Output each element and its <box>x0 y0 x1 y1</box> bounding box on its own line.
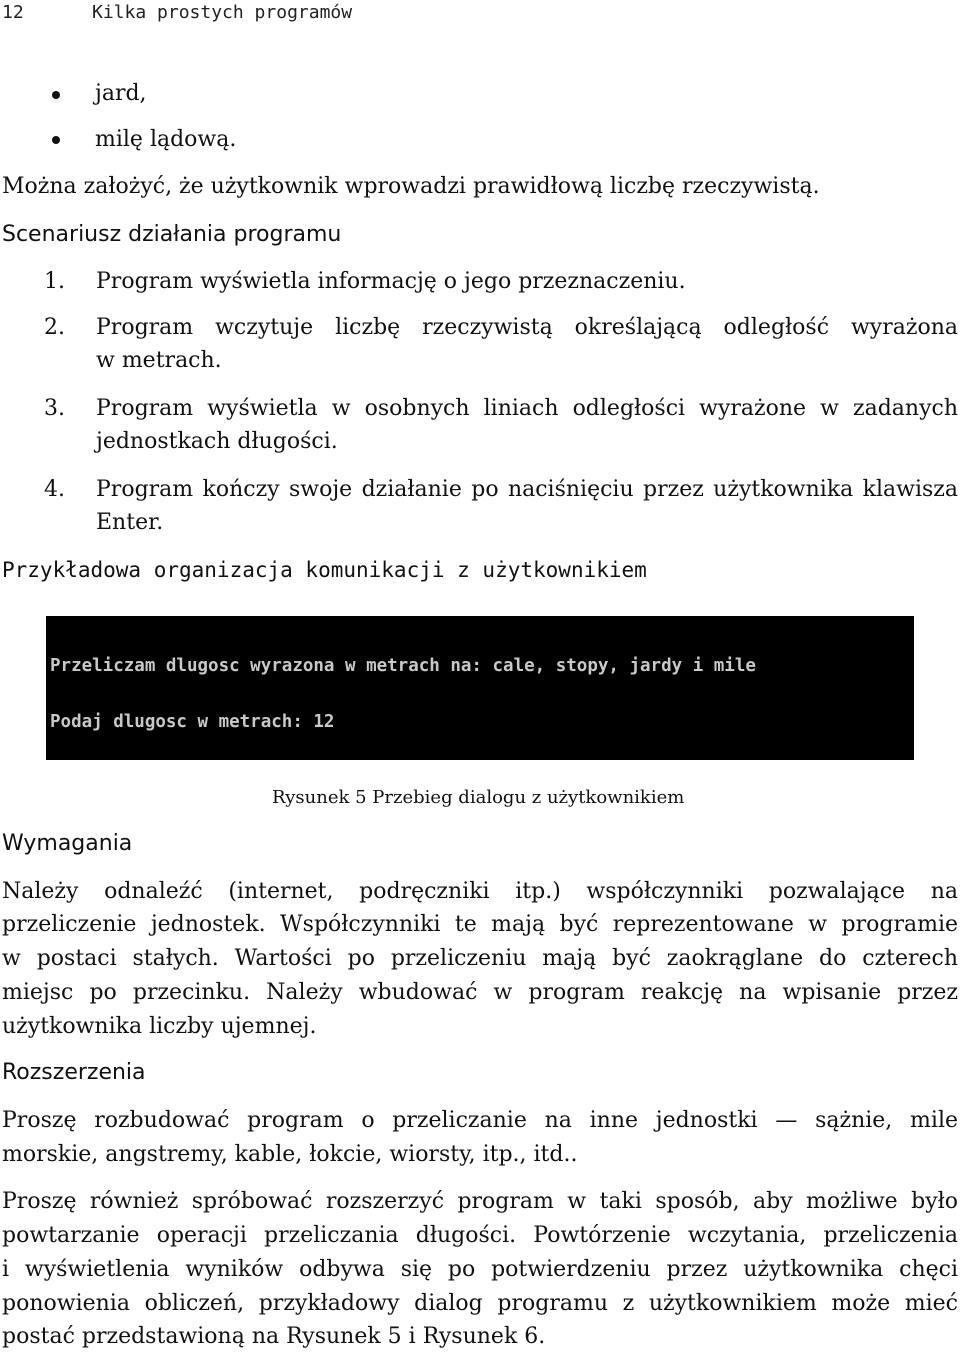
step-number: 2. <box>44 315 65 340</box>
step-text: w metrach. <box>96 348 222 373</box>
step-text: Program kończy swoje działanie po naciśnięciu przez użytkownika klawisza <box>96 477 958 502</box>
step-text: jednostkach długości. <box>96 429 338 454</box>
paragraph-line: ponowienia obliczeń, przykładowy dialog programu z użytkownikiem może mieć <box>2 1291 958 1316</box>
console-line: Przeliczam dlugosc wyrazona w metrach na: cale, stopy, jardy i mile <box>50 656 756 677</box>
paragraph-line: przeliczenie jednostek. Współczynniki te mają być reprezentowane w programie <box>2 912 958 937</box>
running-title: Kilka prostych programów <box>92 2 353 23</box>
step-text: Enter. <box>96 510 164 535</box>
example-heading: Przykładowa organizacja komunikacji z użytkownikiem <box>2 558 647 582</box>
paragraph-line: i wyświetlenia wyników odbywa się po potwierdzeniu przez użytkownika chęci <box>2 1257 958 1282</box>
page-header <box>0 2 960 28</box>
paragraph-line: morskie, angstremy, kable, łokcie, wiorsty, itp., itd.. <box>2 1142 578 1167</box>
bullet-icon <box>52 91 60 99</box>
paragraph-line: Proszę również spróbować rozszerzyć program w taki sposób, aby możliwe było <box>2 1189 958 1214</box>
figure-caption: Rysunek 5 Przebieg dialogu z użytkownikiem <box>272 787 685 808</box>
paragraph-line: miejsc po przecinku. Należy wbudować w program reakcję na wpisanie przez <box>2 980 958 1005</box>
paragraph-line: Proszę rozbudować program o przeliczanie na inne jednostki — sążnie, mile <box>2 1108 958 1133</box>
page-number: 12 <box>2 2 24 23</box>
console-window <box>46 616 914 760</box>
console-line: Podaj dlugosc w metrach: 12 <box>50 711 335 732</box>
extensions-heading: Rozszerzenia <box>2 1060 146 1085</box>
step-text: Program wyświetla informację o jego przeznaczeniu. <box>96 269 686 294</box>
paragraph-line: powtarzanie operacji przeliczania długości. Powtórzenie wczytania, przeliczenia <box>2 1223 958 1248</box>
list-item: milę lądową. <box>95 127 237 152</box>
paragraph-line: użytkownika liczby ujemnej. <box>2 1014 317 1039</box>
list-item: jard, <box>95 81 147 106</box>
step-text: Program wczytuje liczbę rzeczywistą określającą odległość wyrażona <box>96 315 958 340</box>
paragraph-line: postać przedstawioną na Rysunek 5 i Rysunek 6. <box>2 1324 546 1349</box>
bullet-icon <box>52 136 60 144</box>
step-number: 1. <box>44 269 65 294</box>
assumption-paragraph: Można założyć, że użytkownik wprowadzi prawidłową liczbę rzeczywistą. <box>2 174 820 199</box>
step-text: Program wyświetla w osobnych liniach odległości wyrażone w zadanych <box>96 396 958 421</box>
step-number: 3. <box>44 396 65 421</box>
requirements-heading: Wymagania <box>2 831 133 856</box>
step-number: 4. <box>44 477 65 502</box>
scenario-heading: Scenariusz działania programu <box>2 222 342 247</box>
paragraph-line: w postaci stałych. Wartości po przeliczeniu mają być zaokrąglane do czterech <box>2 946 958 971</box>
paragraph-line: Należy odnaleźć (internet, podręczniki itp.) współczynniki pozwalające na <box>2 879 958 904</box>
